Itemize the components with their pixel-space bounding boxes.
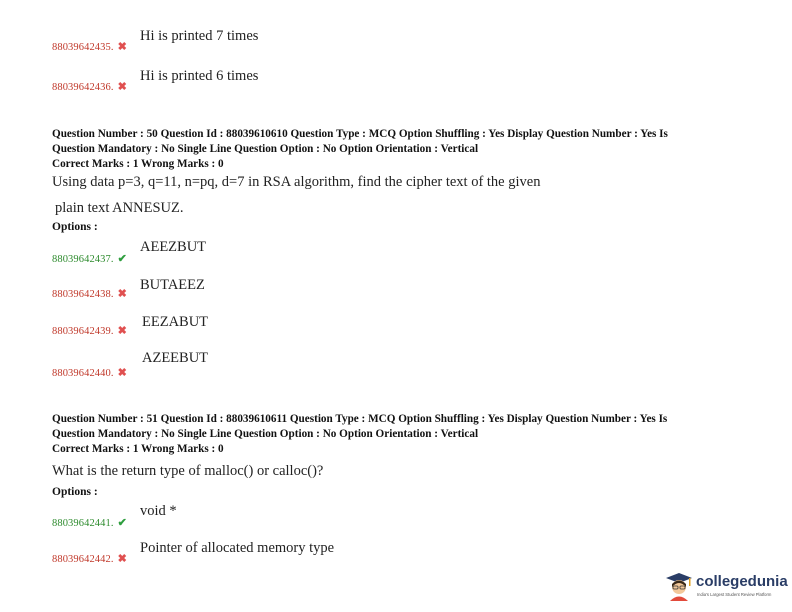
wrong-mark-icon: ✖	[117, 367, 127, 379]
option-text: Pointer of allocated memory type	[140, 540, 335, 556]
option-text: AZEEBUT	[142, 350, 209, 366]
option-text: BUTAEEZ	[140, 277, 205, 293]
marks-line: Correct Marks : 1 Wrong Marks : 0	[52, 443, 224, 455]
check-mark-icon: ✔	[117, 517, 127, 529]
wrong-mark-icon: ✖	[117, 553, 127, 565]
check-mark-icon: ✔	[117, 253, 127, 265]
marks-line: Correct Marks : 1 Wrong Marks : 0	[52, 158, 224, 170]
option-row	[52, 249, 127, 267]
option-row	[52, 549, 127, 567]
option-id: 88039642440.	[52, 368, 114, 379]
options-label: Options :	[52, 221, 98, 233]
collegedunia-logo	[664, 570, 788, 606]
meta-line: Question Number : 51 Question Id : 88039610611 Question Type : MCQ Option Shuffling : Yes Display Question Number : Yes Is	[52, 413, 668, 425]
option-row	[52, 363, 127, 381]
graduate-mascot-icon	[664, 570, 694, 602]
option-row	[52, 77, 127, 95]
option-id: 88039642436.	[52, 82, 114, 93]
meta-line: Question Mandatory : No Single Line Question Option : No Option Orientation : Vertical	[52, 143, 479, 155]
option-id: 88039642441.	[52, 518, 114, 529]
question-text: What is the return type of malloc() or calloc()?	[52, 463, 324, 479]
option-id: 88039642438.	[52, 289, 114, 300]
option-id: 88039642437.	[52, 254, 114, 265]
question-text-cont: plain text ANNESUZ.	[55, 200, 184, 216]
option-row	[52, 321, 127, 339]
option-text: AEEZBUT	[140, 239, 207, 255]
option-id: 88039642435.	[52, 42, 114, 53]
meta-line: Question Number : 50 Question Id : 88039610610 Question Type : MCQ Option Shuffling : Yes Display Question Number : Yes Is	[52, 128, 668, 140]
option-row	[52, 284, 127, 302]
option-row	[52, 513, 127, 531]
option-text: Hi is printed 6 times	[140, 68, 259, 84]
options-label: Options :	[52, 486, 98, 498]
question-meta	[52, 127, 742, 172]
option-row	[52, 37, 127, 55]
wrong-mark-icon: ✖	[117, 81, 127, 93]
wrong-mark-icon: ✖	[117, 325, 127, 337]
logo-tagline: India's Largest Student Review Platform	[697, 592, 772, 597]
question-meta	[52, 412, 742, 457]
meta-line: Question Mandatory : No Single Line Question Option : No Option Orientation : Vertical	[52, 428, 479, 440]
wrong-mark-icon: ✖	[117, 288, 127, 300]
option-id: 88039642439.	[52, 326, 114, 337]
option-id: 88039642442.	[52, 554, 114, 565]
logo-name: collegedunia	[696, 573, 788, 590]
wrong-mark-icon: ✖	[117, 41, 127, 53]
question-text: Using data p=3, q=11, n=pq, d=7 in RSA algorithm, find the cipher text of the given	[52, 174, 541, 190]
option-text: void *	[140, 503, 177, 519]
option-text: Hi is printed 7 times	[140, 28, 259, 44]
option-text: EEZABUT	[142, 314, 209, 330]
